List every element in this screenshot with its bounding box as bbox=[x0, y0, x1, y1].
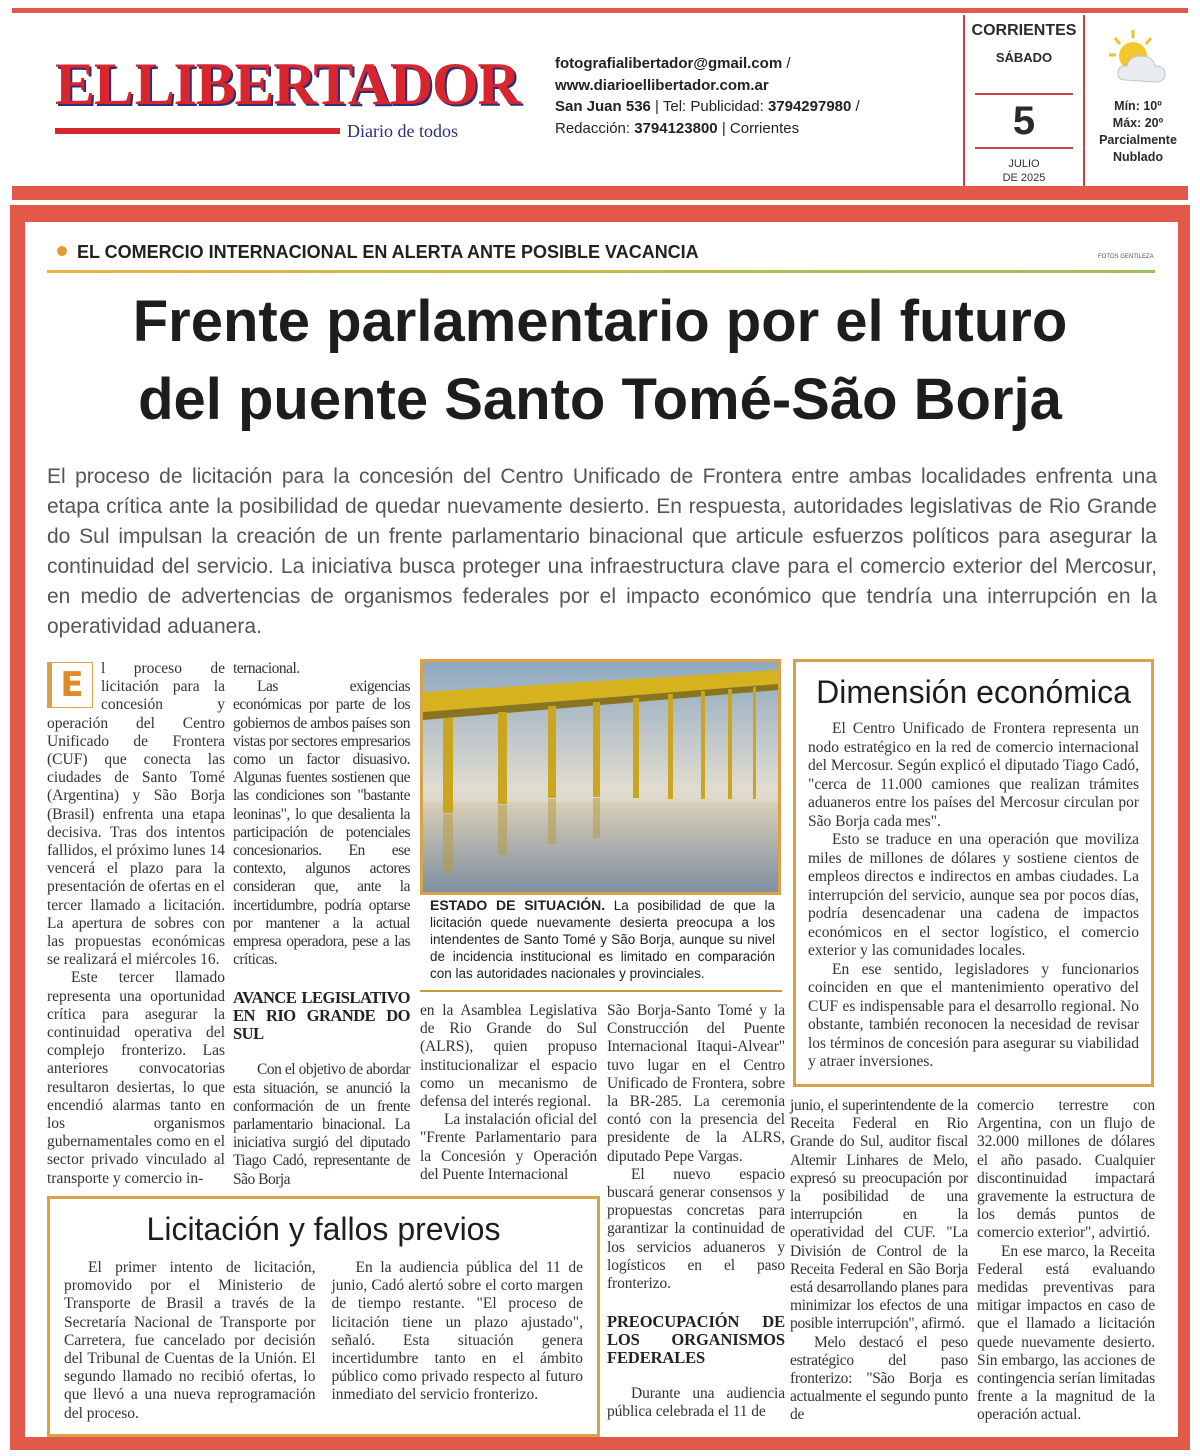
tel-newsroom: 3794123800 bbox=[634, 119, 718, 137]
contact-address: San Juan 536 bbox=[555, 98, 651, 115]
bridge-photo[interactable] bbox=[420, 659, 781, 895]
partly-cloudy-icon bbox=[1103, 28, 1173, 88]
top-rule bbox=[12, 8, 1188, 13]
tel-ads: 3794297980 bbox=[767, 98, 852, 115]
subheading: AVANCE LEGISLATIVO EN RIO GRANDE DO SUL bbox=[233, 988, 410, 1044]
column-4 bbox=[607, 1002, 785, 1434]
paragraph: Las exigencias económicas por parte de los gobiernos de ambos países son vistas por sectores empresarios como un factor disuasivo. Algunas fuentes sostienen que las condiciones son "bastante leoninas", lo que desalienta la participación de potenciales concesionarios. En ese contexto, algunos actores consideran que, ante la incertidumbre, podría optarse por mantener a la actual empresa operadora, pese a las críticas. bbox=[233, 678, 410, 969]
tel-label: Tel: Publicidad: bbox=[662, 98, 764, 115]
photo-caption bbox=[430, 897, 775, 985]
logo-name: EL LIBERTADOR bbox=[55, 51, 520, 117]
caption-rule bbox=[420, 990, 782, 992]
photo-credit: FOTOS GENTILEZA bbox=[1098, 254, 1154, 260]
column-6 bbox=[977, 1097, 1155, 1435]
weather-condition: Parcialmente Nublado bbox=[1099, 133, 1177, 164]
masthead-logo[interactable] bbox=[55, 51, 520, 144]
paragraph: en la Asamblea Legislativa de Rio Grande do Sul (ALRS), quien propuso institucionalizar el espacio como un mecanismo de defensa del interés regional. bbox=[420, 1002, 597, 1111]
bridge-image bbox=[423, 662, 778, 892]
logo-underline bbox=[55, 128, 340, 134]
date-city: CORRIENTES bbox=[971, 22, 1077, 39]
contact-email[interactable]: fotografialibertador@gmail.com bbox=[555, 55, 783, 72]
caption-label: ESTADO DE SITUACIÓN. bbox=[430, 897, 606, 913]
temp-min: Mín: 10º bbox=[1114, 99, 1162, 113]
headline-line-2: del puente Santo Tomé-São Borja bbox=[138, 367, 1062, 432]
caption-text: La posibilidad de que la licitación quede nuevamente desierta preocupa a los intendentes de Santo Tomé y São Borja, aunque su nivel de incidencia institucional es limitado en comparación con las autoridades nacionales y provinciales. bbox=[430, 898, 775, 981]
headline-line-1: Frente parlamentario por el futuro bbox=[132, 289, 1068, 354]
paragraph: Durante una audiencia pública celebrada el 11 de bbox=[607, 1385, 785, 1421]
kicker-text: EL COMERCIO INTERNACIONAL EN ALERTA ANTE POSIBLE VACANCIA bbox=[77, 242, 699, 262]
date-day: 5 bbox=[1012, 99, 1036, 143]
newsroom-label: Redacción: bbox=[555, 119, 631, 137]
date-year: DE 2025 bbox=[1002, 172, 1046, 184]
lead-paragraph: El proceso de licitación para la concesión del Centro Unificado de Frontera entre ambas localidades enfrenta una etapa crítica ante la posibilidad de quedar nuevamente desierto. En respuesta, autoridades legislativas de Rio Grande do Sul impulsan la creación de un frente parlamentario binacional que articule esfuerzos políticos para asegurar la continuidad del servicio. La iniciativa busca proteger una infraestructura clave para el comercio exterior del Mercosur, en medio de advertencias de organismos federales por el impacto económico que tendría una interrupción en la operatividad aduanera. bbox=[47, 465, 1157, 638]
sidebar-box-licitacion bbox=[47, 1196, 600, 1437]
paragraph: Esto se traduce en una operación que moviliza miles de millones de dólares y sostiene cientos de empleos directos e indirectos en ambas ciudades. La interrupción del servicio, aunque sea por pocos días, podría desencadenar una cadena de impactos económicos en el sector logístico, el comercio exterior y las comunidades locales. bbox=[808, 831, 1139, 959]
drop-cap: E bbox=[47, 662, 93, 708]
paragraph: El nuevo espacio buscará generar consensos y propuestas concretas para garantizar la continuidad de los servicios aduaneros y logísticos en el paso fronterizo. bbox=[607, 1165, 785, 1293]
paragraph: junio, el superintendente de la Receita Federal en Rio Grande do Sul, auditor fiscal Altemir Linhares de Melo, expresó su preocupación por la posibilidad de una interrupción en la operatividad del CUF. "La División de Control de la Receita Federal en São Borja está desarrollando planes para minimizar los efectos de una posible interrupción", afirmó. bbox=[790, 1097, 968, 1333]
kicker-rule bbox=[47, 270, 1155, 273]
contact-info: fotografialibertador@gmail.com / www.diarioellibertador.com.ar San Juan 536 | Tel: Publicidad: 3794297980 / Redacción: 3794123800 | Corrientes bbox=[555, 55, 860, 137]
date-box bbox=[963, 15, 1085, 187]
paragraph: La instalación oficial del "Frente Parlamentario para la Concesión y Operación del Puente Internacional bbox=[420, 1111, 597, 1183]
box-title: Dimensión económica bbox=[816, 674, 1131, 710]
kicker bbox=[57, 242, 699, 263]
header-band bbox=[12, 186, 1188, 200]
column-2 bbox=[233, 660, 410, 1190]
contact-city: Corrientes bbox=[729, 119, 800, 137]
paragraph: Melo destacó el peso estratégico del paso fronterizo: "São Borja es actualmente el segundo punto de bbox=[790, 1333, 968, 1424]
contact-website[interactable]: www.diarioellibertador.com.ar bbox=[555, 76, 769, 94]
paragraph: l proceso de licitación para la concesión y operación del Centro Unificado de Frontera (CUF) que conecta las ciudades de Santo Tomé (Argentina) y São Borja (Brasil) enfrenta una etapa decisiva. Tras dos intentos fallidos, el próximo lunes 14 vencerá el plazo para la presentación de ofertas en el tercer llamado a licitación. La apertura de sobres con las propuestas económicas se realizará el miércoles 16. bbox=[47, 660, 225, 969]
paragraph: comercio terrestre con Argentina, con un flujo de 32.000 millones de dólares el año pasado. Cualquier discontinuidad impactará gravemente la estructura de los demás puntos de comercio exterior", advirtió. bbox=[977, 1097, 1155, 1242]
paragraph: En ese marco, la Receita Federal está evaluando medidas preventivas para mitigar impactos en caso de que el llamado a licitación quede nuevamente desierto. Sin embargo, las acciones de contingencia serían limitadas frente a la magnitud de la operación actual. bbox=[977, 1242, 1155, 1424]
paragraph: Este tercer llamado representa una oportunidad crítica para asegurar la continuidad operativa del complejo fronterizo. Las anteriores convocatorias resultaron desiertas, lo que encendió alarmas tanto en los organismos gubernamentales como en el sector privado vinculado al transporte y comercio in- bbox=[47, 969, 225, 1187]
logo-tagline: Diario de todos bbox=[347, 121, 458, 141]
sidebar-box-economia bbox=[793, 659, 1154, 1087]
date-month: JULIO bbox=[1008, 158, 1040, 170]
subheading: PREOCUPACIÓN DE LOS ORGANISMOS FEDERALES bbox=[607, 1312, 785, 1368]
paragraph: São Borja-Santo Tomé y la Construcción del Puente Internacional Itaqui-Alvear" tuvo lugar en el Centro Unificado de Frontera, sobre la BR-285. La ceremonia contó con la presencia del presidente de la ALRS, diputado Pepe Vargas. bbox=[607, 1002, 785, 1165]
date-divider bbox=[975, 147, 1073, 149]
paragraph: El Centro Unificado de Frontera representa un nodo estratégico en la red de comercio internacional del Mercosur. Según explicó el diputado Tiago Cadó, "cerca de 11.000 camiones que realizan trámites aduaneros entre los países del Mercosur circulan por São Borja cada mes". bbox=[808, 720, 1139, 830]
date-weekday: SÁBADO bbox=[995, 50, 1053, 65]
temp-max: Máx: 20º bbox=[1112, 116, 1164, 130]
paragraph: En ese sentido, legisladores y funcionarios coinciden en que el mantenimiento operativo del CUF es indispensable para el desarrollo regional. No obstante, también reconocen la necesidad de revisar los términos de concesión para asegurar su viabilidad y atraer inversiones. bbox=[808, 960, 1139, 1070]
column-1 bbox=[47, 660, 225, 1190]
bullet-icon bbox=[57, 246, 67, 256]
paragraph: ternacional. bbox=[233, 660, 300, 677]
box-title: Licitación y fallos previos bbox=[146, 1211, 501, 1247]
paragraph: En la audiencia pública del 11 de junio, Cadó alertó sobre el corto margen de tiempo restante. "El proceso de licitación tiene un plazo ajustado", señaló. Esta situación genera incertidumbre tanto en el ámbito público como privado respecto al futuro inmediato del servicio fronterizo. bbox=[331, 1259, 583, 1404]
weather-widget bbox=[1088, 28, 1188, 166]
column-3 bbox=[420, 1002, 597, 1190]
paragraph: Con el objetivo de abordar esta situación, se anunció la conformación de un frente parlamentario binacional. La iniciativa surgió del diputado Tiago Cadó, representante de São Borja bbox=[233, 1061, 410, 1188]
column-5 bbox=[790, 1097, 968, 1435]
paragraph: El primer intento de licitación, promovido por el Ministerio de Transporte de Brasil a través de la Secretaría Nacional de Transporte por Carretera, fue cancelado por decisión del Tribunal de Cuentas de la Unión. El segundo llamado no recibió ofertas, lo que llevó a una nueva reprogramación del proceso. bbox=[64, 1259, 316, 1422]
headline bbox=[30, 283, 1170, 439]
